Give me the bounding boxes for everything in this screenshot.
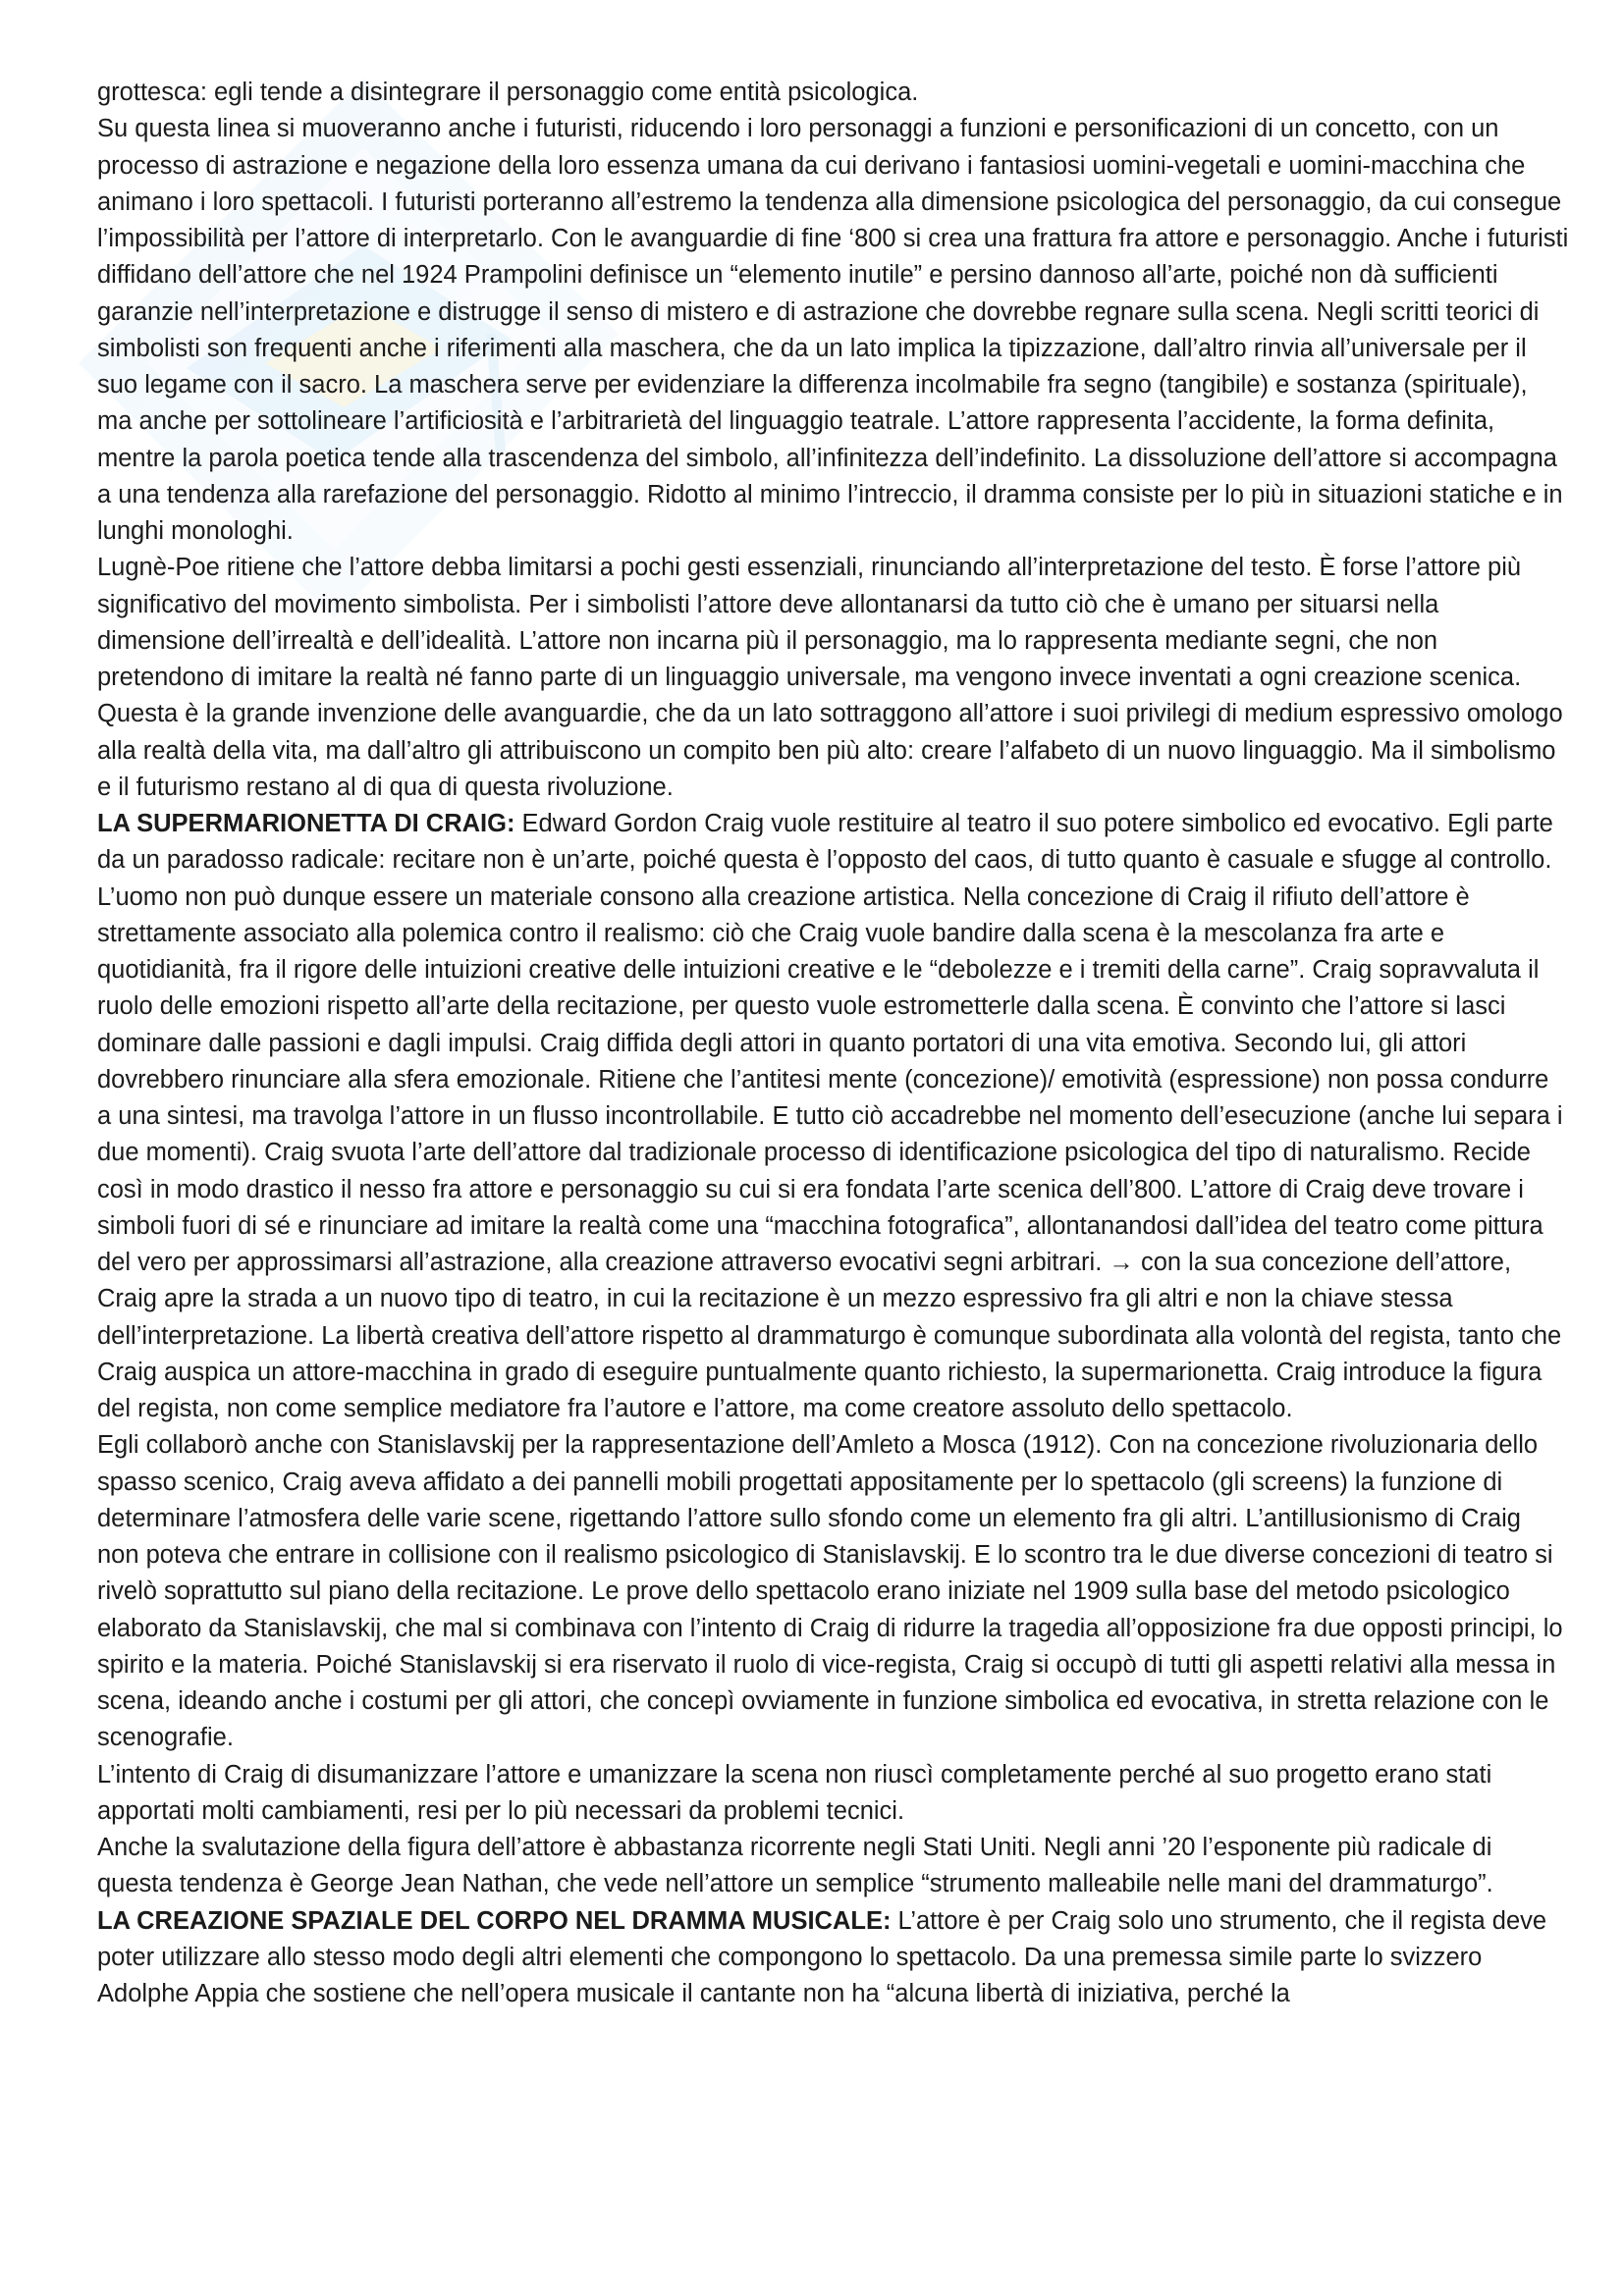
paragraph-text: grottesca: egli tende a disintegrare il personaggio come entità psicologica. bbox=[97, 79, 919, 106]
paragraph-text: Anche la svalutazione della figura dell’attore è abbastanza ricorrente negli Stati Uniti. Negli anni ’20 l’esponente più radicale di questa tendenza è George Jean Nathan, che vede nell’attore un semplice “strumento malleabile nelle mani del drammaturgo”. bbox=[97, 1834, 1493, 1898]
paragraph bbox=[97, 1830, 1569, 1903]
paragraph-text: L’attore è per Craig solo uno strumento, che il regista deve poter utilizzare allo stesso modo degli altri elementi che compongono lo spettacolo. Da una premessa simile parte lo svizzero Adolphe Appia che sostiene che nell’opera musicale il cantante non ha “alcuna libertà di iniziativa, perché la bbox=[97, 1906, 1547, 2007]
paragraph bbox=[97, 75, 1569, 111]
paragraph bbox=[97, 1427, 1569, 1756]
section-heading-supermarionetta: LA SUPERMARIONETTA DI CRAIG: bbox=[97, 810, 515, 837]
paragraph-text: Su questa linea si muoveranno anche i futuristi, riducendo i loro personaggi a funzioni e personificazioni di un concetto, con un processo di astrazione e negazione della loro essenza umana da cui derivano i fantasiosi uomini-vegetali e uomini-macchina che animano i loro spettacoli. I futuristi porteranno all’estremo la tendenza alla dimensione psicologica del personaggio, da cui consegue l’impossibilità per l’attore di interpretarlo. Con le avanguardie di fine ‘800 si crea una frattura fra attore e personaggio. Anche i futuristi diffidano dell’attore che nel 1924 Prampolini definisce un “elemento inutile” e persino dannoso all’arte, poiché non dà sufficienti garanzie nell’interpretazione e distrugge il senso di mistero e di astrazione che dovrebbe regnare sulla scena. Negli scritti teorici di simbolisti son frequenti anche i riferimenti alla maschera, che da un lato implica la tipizzazione, dall’altro rinvia all’universale per il suo legame con il sacro. La maschera serve per evidenziare la differenza incolmabile fra segno (tangibile) e sostanza (spirituale), ma anche per sottolineare l’artificiosità e l’arbitrarietà del linguaggio teatrale. L’attore rappresenta l’accidente, la forma definita, mentre la parola poetica tende alla trascendenza del simbolo, all’infinitezza dell’indefinito. La dissoluzione dell’attore si accompagna a una tendenza alla rarefazione del personaggio. Ridotto al minimo l’intreccio, il dramma consiste per lo più in situazioni statiche e in lunghi monologhi. bbox=[97, 115, 1569, 545]
paragraph-text: Edward Gordon Craig vuole restituire al teatro il suo potere simbolico ed evocativo. Egli parte da un paradosso radicale: recitare non è un’arte, poiché questa è l’opposto del caos, di tutto quanto è casuale e sfugge al controllo. L’uomo non può dunque essere un materiale consono alla creazione artistica. Nella concezione di Craig il rifiuto dell’attore è strettamente associato alla polemica contro il realismo: ciò che Craig vuole bandire dalla scena è la mescolanza fra arte e quotidianità, fra il rigore delle intuizioni creative delle intuizioni creative e le “debolezze e i tremiti della carne”. Craig sopravvaluta il ruolo delle emozioni rispetto all’arte della recitazione, per questo vuole estrometterle dalla scena. È convinto che l’attore si lasci dominare dalle passioni e dagli impulsi. Craig diffida degli attori in quanto portatori di una vita emotiva. Secondo lui, gli attori dovrebbero rinunciare alla sfera emozionale. Ritiene che l’antitesi mente (concezione)/ emotività (espressione) non possa condurre a una sintesi, ma travolga l’attore in un flusso incontrollabile. E tutto ciò accadrebbe nel momento dell’esecuzione (anche lui separa i due momenti). Craig svuota l’arte dell’attore dal tradizionale processo di identificazione psicologica del tipo di naturalismo. Recide così in modo drastico il nesso fra attore e personaggio su cui si era fondata l’arte scenica dell’800. L’attore di Craig deve trovare i simboli fuori di sé e rinunciare ad imitare la realtà come una “macchina fotografica”, allontanandosi dall’idea del teatro come pittura del vero per approssimarsi all’astrazione, alla creazione attraverso evocativi segni arbitrari. → con la sua concezione dell’attore, Craig apre la strada a un nuovo tipo di teatro, in cui la recitazione è un mezzo espressivo fra gli altri e non la chiave stessa dell’interpretazione. La libertà creativa dell’attore rispetto al drammaturgo è comunque subordinata alla volontà del regista, tanto che Craig auspica un attore-macchina in grado di eseguire puntualmente quanto richiesto, la supermarionetta. Craig introduce la figura del regista, non come semplice mediatore fra l’autore e l’attore, ma come creatore assoluto dello spettacolo. bbox=[97, 810, 1563, 1422]
paragraph bbox=[97, 111, 1569, 550]
paragraph-text: Lugnè-Poe ritiene che l’attore debba limitarsi a pochi gesti essenziali, rinunciando all’interpretazione del testo. È forse l’attore più significativo del movimento simbolista. Per i simbolisti l’attore deve allontanarsi da tutto ciò che è umano per situarsi nella dimensione dell’irrealtà e dell’idealità. L’attore non incarna più il personaggio, ma lo rappresenta mediante segni, che non pretendono di imitare la realtà né fanno parte di un linguaggio universale, ma vengono invece inventati a ogni creazione scenica. Questa è la grande invenzione delle avanguardie, che da un lato sottraggono all’attore i suoi privilegi di medium espressivo omologo alla realtà della vita, ma dall’altro gli attribuiscono un compito ben più alto: creare l’alfabeto di un nuovo linguaggio. Ma il simbolismo e il futurismo restano al di qua di questa rivoluzione. bbox=[97, 554, 1563, 801]
paragraph-text: L’intento di Craig di disumanizzare l’attore e umanizzare la scena non riuscì completamente perché al suo progetto erano stati apportati molti cambiamenti, resi per lo più necessari da problemi tecnici. bbox=[97, 1760, 1492, 1825]
paragraph bbox=[97, 1903, 1569, 2013]
paragraph-text: Egli collaborò anche con Stanislavskij per la rappresentazione dell’Amleto a Mosca (1912). Con na concezione rivoluzionaria dello spasso scenico, Craig aveva affidato a dei pannelli mobili progettati appositamente per lo spettacolo (gli screens) la funzione di determinare l’atmosfera delle varie scene, rigettando l’attore sullo sfondo come un elemento fra gli altri. L’antillusionismo di Craig non poteva che entrare in collisione con il realismo psicologico di Stanislavskij. E lo scontro tra le due diverse concezioni di teatro si rivelò soprattutto sul piano della recitazione. Le prove dello spettacolo erano iniziate nel 1909 sulla base del metodo psicologico elaborato da Stanislavskij, che mal si combinava con l’intento di Craig di ridurre la tragedia all’opposizione fra due opposti principi, lo spirito e la materia. Poiché Stanislavskij si era riservato il ruolo di vice-regista, Craig si occupò di tutti gli aspetti relativi alla messa in scena, ideando anche i costumi per gli attori, che concepì ovviamente in funzione simbolica ed evocativa, in stretta relazione con le scenografie. bbox=[97, 1431, 1563, 1752]
paragraph bbox=[97, 550, 1569, 806]
paragraph bbox=[97, 806, 1569, 1427]
paragraph bbox=[97, 1757, 1569, 1831]
section-heading-dramma-musicale: LA CREAZIONE SPAZIALE DEL CORPO NEL DRAMMA MUSICALE: bbox=[97, 1906, 892, 1935]
